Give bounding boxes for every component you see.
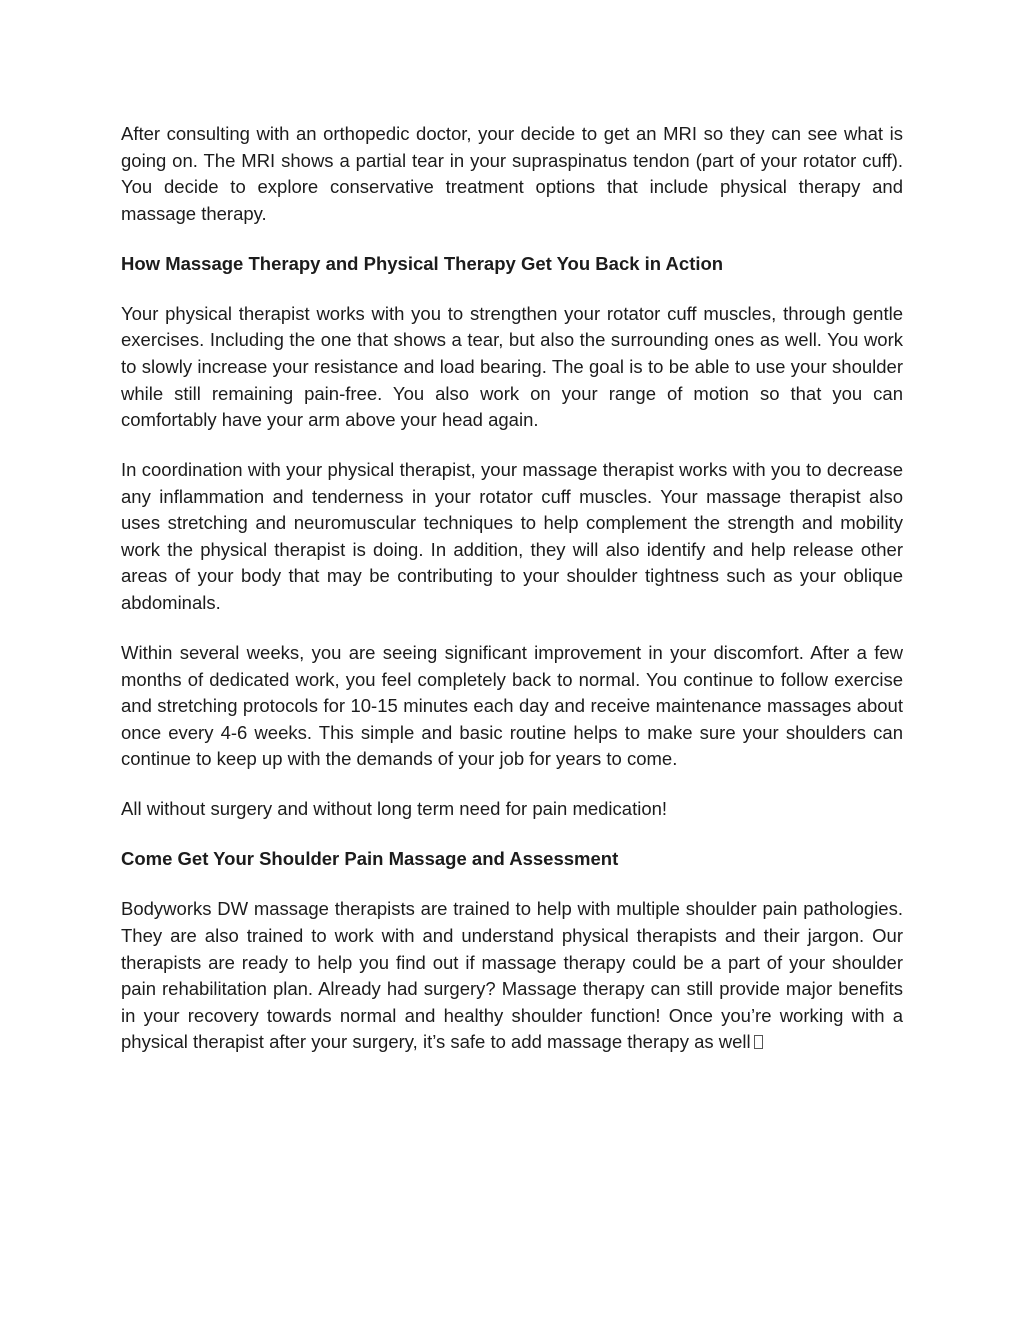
- paragraph-bodyworks-dw: [121, 896, 903, 1056]
- document-page: [121, 121, 903, 1079]
- paragraph-no-surgery: All without surgery and without long term need for pain medication!: [121, 798, 668, 820]
- paragraph-bodyworks-dw-text: Bodyworks DW massage therapists are trained to help with multiple shoulder pain pathologies. They are also trained to work with and understand physical therapists and their jargon. Our therapists are ready to help you find out if massage therapy could be a part of your shoulder pain rehabilitation plan. Already had surgery? Massage therapy can still provide major benefits in your recovery towards normal and healthy shoulder function! Once you’re working with a physical therapist after your surgery, it’s safe to add massage therapy as well: [121, 898, 903, 1053]
- missing-glyph-box-icon: [754, 1035, 763, 1049]
- heading-massage-and-physical-therapy: How Massage Therapy and Physical Therapy Get You Back in Action: [121, 252, 724, 274]
- paragraph-mri-diagnosis: After consulting with an orthopedic doctor, your decide to get an MRI so they can see what is going on. The MRI shows a partial tear in your supraspinatus tendon (part of your rotator cuff). You decide to explore conservative treatment options that include physical therapy and massage therapy.: [121, 123, 903, 224]
- paragraph-recovery: Within several weeks, you are seeing significant improvement in your discomfort. After a few months of dedicated work, you feel completely back to normal. You continue to follow exercise and stretching protocols for 10-15 minutes each day and receive maintenance massages about once every 4-6 weeks. This simple and basic routine helps to make sure your shoulders can continue to keep up with the demands of your job for years to come.: [121, 642, 903, 770]
- paragraph-massage-therapist: In coordination with your physical therapist, your massage therapist works with you to decrease any inflammation and tenderness in your rotator cuff muscles. Your massage therapist also uses stretching and neuromuscular techniques to help complement the strength and mobility work the physical therapist is doing. In addition, they will also identify and help release other areas of your body that may be contributing to your shoulder tightness such as your oblique abdominals.: [121, 459, 903, 614]
- paragraph-physical-therapist: Your physical therapist works with you to strengthen your rotator cuff muscles, through gentle exercises. Including the one that shows a tear, but also the surrounding ones as well. You work to slowly increase your resistance and load bearing. The goal is to be able to use your shoulder while still remaining pain-free. You also work on your range of motion so that you can comfortably have your arm above your head again.: [121, 302, 903, 431]
- heading-come-get-assessment: Come Get Your Shoulder Pain Massage and Assessment: [121, 848, 619, 870]
